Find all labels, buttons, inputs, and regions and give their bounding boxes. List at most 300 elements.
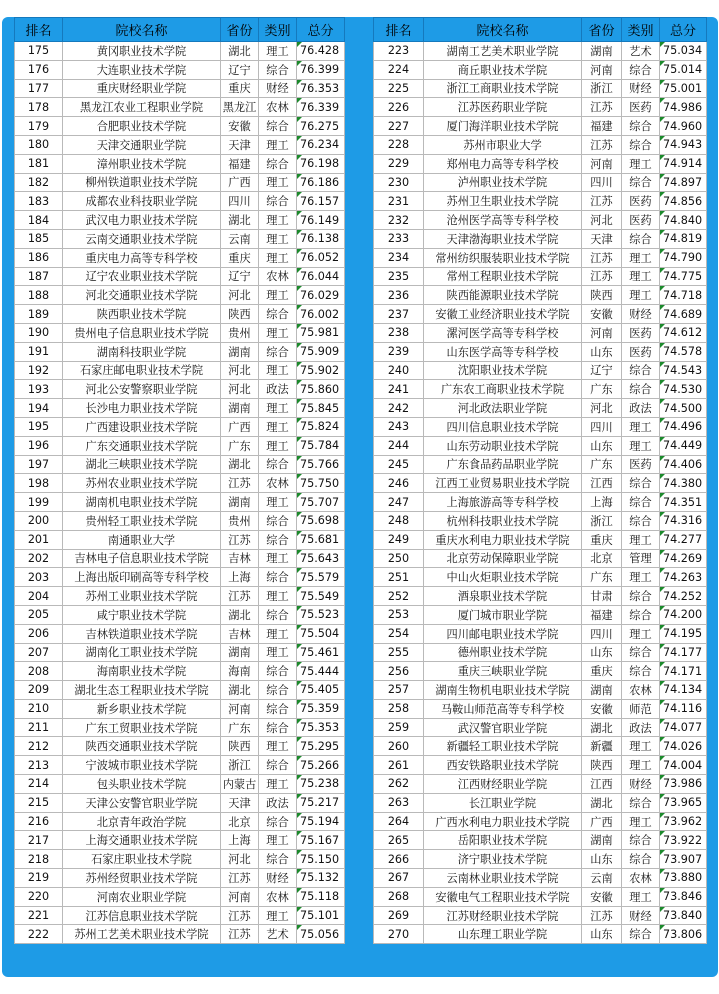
score-cell: 75.902 [297,361,345,380]
school-name-cell: 合肥职业技术学院 [63,117,221,136]
category-cell: 理工 [259,211,297,230]
score-header: 总分 [660,18,707,42]
score-cell: 74.986 [660,98,707,117]
school-name-cell: 湖北生态工程职业技术学院 [63,681,221,700]
score-cell: 75.824 [297,417,345,436]
score-cell: 76.428 [297,42,345,61]
rank-cell: 180 [15,135,63,154]
category-cell: 理工 [259,42,297,61]
table-row [374,605,707,624]
table-row [374,643,707,662]
category-cell: 理工 [622,248,660,267]
table-body-right [374,42,707,944]
category-cell: 政法 [259,793,297,812]
table-row [15,812,345,831]
province-cell: 江苏 [221,925,259,944]
rank-cell: 178 [15,98,63,117]
score-cell: 75.405 [297,681,345,700]
rank-cell: 259 [374,718,424,737]
rank-cell: 249 [374,530,424,549]
school-name-cell: 山东医学高等专科学校 [424,342,582,361]
category-cell: 理工 [259,436,297,455]
province-cell: 贵州 [221,323,259,342]
school-name-cell: 大连职业技术学院 [63,60,221,79]
table-row [374,474,707,493]
category-cell: 综合 [259,605,297,624]
school-name-cell: 郑州电力高等专科学校 [424,154,582,173]
rank-cell: 255 [374,643,424,662]
score-cell: 73.840 [660,906,707,925]
category-cell: 综合 [259,60,297,79]
rank-cell: 230 [374,173,424,192]
rank-cell: 220 [15,887,63,906]
rank-cell: 206 [15,624,63,643]
rank-cell: 223 [374,42,424,61]
category-cell: 师范 [622,699,660,718]
category-cell: 综合 [622,850,660,869]
score-cell: 74.914 [660,154,707,173]
category-cell: 理工 [622,568,660,587]
category-cell: 理工 [259,549,297,568]
table-row [374,399,707,418]
province-cell: 江西 [582,474,622,493]
table-row [15,474,345,493]
province-cell: 山东 [582,925,622,944]
category-cell: 理工 [259,417,297,436]
category-cell: 财经 [622,906,660,925]
score-cell: 74.943 [660,135,707,154]
score-cell: 74.171 [660,662,707,681]
province-cell: 江苏 [582,192,622,211]
category-cell: 综合 [622,117,660,136]
ranking-table-left [14,17,344,944]
province-cell: 湖北 [221,42,259,61]
score-cell: 75.167 [297,831,345,850]
rank-cell: 258 [374,699,424,718]
category-cell: 财经 [622,305,660,324]
province-cell: 天津 [221,135,259,154]
category-cell: 综合 [259,530,297,549]
province-cell: 河南 [582,154,622,173]
score-cell: 75.461 [297,643,345,662]
school-name-cell: 浙江工商职业技术学院 [424,79,582,98]
province-cell: 上海 [221,831,259,850]
table-row [15,793,345,812]
school-name-cell: 常州纺织服装职业技术学院 [424,248,582,267]
school-name-cell: 马鞍山师范高等专科学校 [424,699,582,718]
score-cell: 73.965 [660,793,707,812]
rank-cell: 257 [374,681,424,700]
rank-cell: 191 [15,342,63,361]
score-cell: 74.134 [660,681,707,700]
school-name-cell: 湖南生物机电职业技术学院 [424,681,582,700]
province-cell: 安徽 [221,117,259,136]
school-name-cell: 黑龙江农业工程职业学院 [63,98,221,117]
province-cell: 天津 [221,793,259,812]
category-cell: 综合 [259,192,297,211]
province-cell: 江苏 [221,906,259,925]
category-cell: 理工 [622,436,660,455]
rank-cell: 222 [15,925,63,944]
school-name-cell: 石家庄邮电职业技术学院 [63,361,221,380]
school-name-cell: 重庆财经职业学院 [63,79,221,98]
province-cell: 浙江 [221,756,259,775]
table-row [374,831,707,850]
province-cell: 河北 [582,211,622,230]
province-cell: 重庆 [582,662,622,681]
category-cell: 农林 [259,267,297,286]
school-name-cell: 武汉电力职业技术学院 [63,211,221,230]
rank-cell: 203 [15,568,63,587]
table-row [15,624,345,643]
province-cell: 湖北 [221,605,259,624]
category-cell: 理工 [622,624,660,643]
province-cell: 贵州 [221,511,259,530]
table-row [374,305,707,324]
school-name-cell: 柳州铁道职业技术学院 [63,173,221,192]
rank-cell: 254 [374,624,424,643]
score-cell: 75.860 [297,380,345,399]
category-cell: 理工 [622,887,660,906]
province-cell: 江苏 [582,248,622,267]
score-cell: 75.132 [297,869,345,888]
score-cell: 75.217 [297,793,345,812]
table-row [15,417,345,436]
rank-cell: 185 [15,229,63,248]
school-name-cell: 西安铁路职业技术学院 [424,756,582,775]
category-cell: 理工 [622,286,660,305]
score-cell: 75.001 [660,79,707,98]
score-cell: 74.689 [660,305,707,324]
table-row [15,718,345,737]
table-row [374,192,707,211]
province-cell: 湖北 [582,718,622,737]
school-name-cell: 黄冈职业技术学院 [63,42,221,61]
category-cell: 综合 [622,587,660,606]
province-cell: 湖南 [221,643,259,662]
category-cell: 理工 [259,624,297,643]
school-name-cell: 湖南工艺美术职业学院 [424,42,582,61]
school-header: 院校名称 [63,18,221,42]
school-name-cell: 安徽工业经济职业技术学院 [424,305,582,324]
category-cell: 理工 [259,135,297,154]
category-cell: 理工 [622,756,660,775]
score-cell: 74.004 [660,756,707,775]
province-cell: 云南 [221,229,259,248]
score-cell: 76.044 [297,267,345,286]
rank-cell: 194 [15,399,63,418]
category-cell: 理工 [622,417,660,436]
table-row [15,850,345,869]
category-cell: 综合 [622,643,660,662]
province-cell: 黑龙江 [221,98,259,117]
province-cell: 重庆 [221,248,259,267]
rank-cell: 214 [15,775,63,794]
province-cell: 河北 [582,399,622,418]
rank-cell: 251 [374,568,424,587]
score-cell: 76.399 [297,60,345,79]
rank-cell: 261 [374,756,424,775]
category-cell: 综合 [259,568,297,587]
rank-cell: 269 [374,906,424,925]
province-cell: 辽宁 [221,60,259,79]
category-cell: 综合 [622,831,660,850]
school-name-cell: 重庆水利电力职业技术学院 [424,530,582,549]
rank-cell: 268 [374,887,424,906]
category-cell: 理工 [259,643,297,662]
score-cell: 76.275 [297,117,345,136]
score-cell: 75.295 [297,737,345,756]
rank-cell: 218 [15,850,63,869]
score-cell: 74.077 [660,718,707,737]
score-cell: 76.353 [297,79,345,98]
table-row [15,267,345,286]
table-row [15,511,345,530]
category-cell: 综合 [259,455,297,474]
category-cell: 理工 [259,737,297,756]
school-name-cell: 吉林电子信息职业技术学院 [63,549,221,568]
school-name-cell: 吉林铁道职业技术学院 [63,624,221,643]
school-name-cell: 陕西交通职业技术学院 [63,737,221,756]
province-cell: 湖北 [221,455,259,474]
rank-cell: 205 [15,605,63,624]
school-name-cell: 上海交通职业技术学院 [63,831,221,850]
score-cell: 74.718 [660,286,707,305]
school-name-cell: 广东工贸职业技术学院 [63,718,221,737]
table-row [374,117,707,136]
school-name-cell: 中山火炬职业技术学院 [424,568,582,587]
rank-header: 排名 [374,18,424,42]
school-header: 院校名称 [424,18,582,42]
score-cell: 75.056 [297,925,345,944]
category-cell: 医药 [622,342,660,361]
category-cell: 综合 [259,117,297,136]
category-cell: 财经 [259,79,297,98]
category-cell: 综合 [259,154,297,173]
rank-cell: 256 [374,662,424,681]
province-cell: 福建 [582,605,622,624]
score-header: 总分 [297,18,345,42]
category-cell: 综合 [259,305,297,324]
score-cell: 75.766 [297,455,345,474]
score-cell: 74.316 [660,511,707,530]
rank-cell: 198 [15,474,63,493]
rank-cell: 196 [15,436,63,455]
table-row [15,775,345,794]
province-cell: 江西 [582,775,622,794]
province-cell: 山东 [582,342,622,361]
category-cell: 理工 [259,323,297,342]
score-cell: 74.406 [660,455,707,474]
school-name-cell: 新乡职业技术学院 [63,699,221,718]
table-row [374,812,707,831]
rank-cell: 188 [15,286,63,305]
school-name-cell: 山东理工职业学院 [424,925,582,944]
school-name-cell: 山东劳动职业技术学院 [424,436,582,455]
school-name-cell: 新疆轻工职业技术学院 [424,737,582,756]
school-name-cell: 岳阳职业技术学院 [424,831,582,850]
school-name-cell: 陕西职业技术学院 [63,305,221,324]
school-name-cell: 云南交通职业技术学院 [63,229,221,248]
province-cell: 安徽 [582,887,622,906]
table-row [374,79,707,98]
school-name-cell: 厦门海洋职业技术学院 [424,117,582,136]
table-row [374,436,707,455]
table-row [374,286,707,305]
score-cell: 74.116 [660,699,707,718]
province-cell: 江苏 [582,98,622,117]
table-row [374,511,707,530]
score-cell: 75.194 [297,812,345,831]
table-row [374,850,707,869]
category-cell: 综合 [622,361,660,380]
province-cell: 甘肃 [582,587,622,606]
table-row [374,493,707,512]
table-row [374,869,707,888]
category-cell: 医药 [622,98,660,117]
school-name-cell: 南通职业大学 [63,530,221,549]
rank-cell: 231 [374,192,424,211]
score-cell: 75.784 [297,436,345,455]
province-cell: 福建 [221,154,259,173]
table-row [15,117,345,136]
province-cell: 广西 [221,417,259,436]
school-name-cell: 酒泉职业技术学院 [424,587,582,606]
rank-cell: 242 [374,399,424,418]
category-cell: 综合 [259,662,297,681]
score-cell: 75.707 [297,493,345,512]
category-cell: 艺术 [622,42,660,61]
score-cell: 74.960 [660,117,707,136]
province-cell: 重庆 [221,79,259,98]
school-name-cell: 四川邮电职业技术学院 [424,624,582,643]
rank-cell: 270 [374,925,424,944]
category-cell: 财经 [622,775,660,794]
province-cell: 陕西 [582,756,622,775]
category-cell: 理工 [622,267,660,286]
province-cell: 湖南 [221,342,259,361]
category-cell: 综合 [259,681,297,700]
school-name-cell: 重庆电力高等专科学校 [63,248,221,267]
province-cell: 河南 [582,60,622,79]
school-name-cell: 宁波城市职业技术学院 [63,756,221,775]
rank-cell: 201 [15,530,63,549]
category-cell: 医药 [622,455,660,474]
rank-cell: 199 [15,493,63,512]
school-name-cell: 江苏信息职业技术学院 [63,906,221,925]
score-cell: 73.922 [660,831,707,850]
rank-cell: 219 [15,869,63,888]
table-row [374,699,707,718]
table-row [374,98,707,117]
category-cell: 理工 [259,361,297,380]
table-row [15,42,345,61]
rank-cell: 229 [374,154,424,173]
province-cell: 北京 [582,549,622,568]
rank-cell: 265 [374,831,424,850]
school-name-cell: 海南职业技术学院 [63,662,221,681]
table-row [374,135,707,154]
table-row [15,605,345,624]
school-name-cell: 苏州农业职业技术学院 [63,474,221,493]
score-cell: 76.186 [297,173,345,192]
school-name-cell: 济宁职业技术学院 [424,850,582,869]
score-cell: 76.234 [297,135,345,154]
category-cell: 医药 [622,211,660,230]
province-cell: 北京 [221,812,259,831]
table-row [15,906,345,925]
table-row [15,60,345,79]
school-name-cell: 天津交通职业学院 [63,135,221,154]
province-cell: 河南 [221,887,259,906]
category-cell: 综合 [259,342,297,361]
rank-cell: 250 [374,549,424,568]
school-name-cell: 苏州工艺美术职业技术学院 [63,925,221,944]
rank-cell: 228 [374,135,424,154]
category-cell: 农林 [259,887,297,906]
school-name-cell: 泸州职业技术学院 [424,173,582,192]
school-name-cell: 河北公安警察职业学院 [63,380,221,399]
category-cell: 理工 [259,587,297,606]
category-cell: 综合 [622,511,660,530]
category-cell: 理工 [259,493,297,512]
score-cell: 73.846 [660,887,707,906]
table-row [374,737,707,756]
score-cell: 74.578 [660,342,707,361]
score-cell: 74.380 [660,474,707,493]
table-row [15,305,345,324]
province-cell: 湖北 [582,793,622,812]
rank-cell: 189 [15,305,63,324]
table-row [374,775,707,794]
score-cell: 76.339 [297,98,345,117]
province-header: 省份 [582,18,622,42]
rank-cell: 264 [374,812,424,831]
table-row [15,887,345,906]
province-cell: 江苏 [582,267,622,286]
school-name-cell: 湖南机电职业技术学院 [63,493,221,512]
score-cell: 75.444 [297,662,345,681]
school-name-cell: 商丘职业技术学院 [424,60,582,79]
province-cell: 广东 [582,568,622,587]
score-cell: 75.549 [297,587,345,606]
rank-cell: 247 [374,493,424,512]
school-name-cell: 德州职业技术学院 [424,643,582,662]
score-cell: 74.840 [660,211,707,230]
table-row [374,587,707,606]
province-cell: 湖北 [221,681,259,700]
table-row [374,681,707,700]
rank-cell: 207 [15,643,63,662]
category-cell: 综合 [622,173,660,192]
category-cell: 农林 [622,869,660,888]
score-cell: 75.118 [297,887,345,906]
rank-cell: 209 [15,681,63,700]
school-name-cell: 厦门城市职业学院 [424,605,582,624]
table-row [374,42,707,61]
rank-cell: 216 [15,812,63,831]
table-row [374,211,707,230]
table-row [15,192,345,211]
table-row [374,624,707,643]
category-cell: 理工 [259,173,297,192]
school-name-cell: 江西财经职业学院 [424,775,582,794]
province-cell: 四川 [221,192,259,211]
table-row [15,399,345,418]
province-cell: 江苏 [582,906,622,925]
category-cell: 综合 [622,380,660,399]
table-row [374,887,707,906]
